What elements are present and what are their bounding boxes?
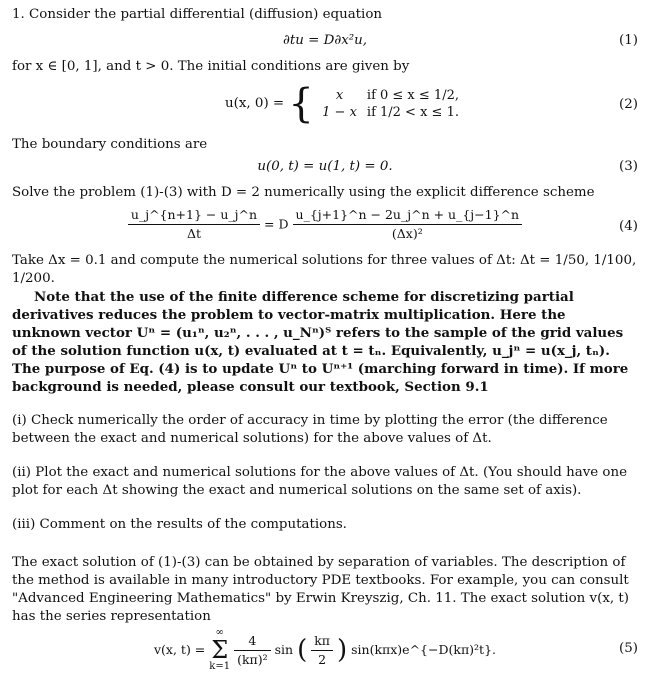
eq1-number: (1)	[619, 33, 638, 48]
eq5-lhs: v(x, t) =	[153, 642, 206, 657]
eq5-sin-argument	[311, 632, 333, 669]
paren-open-glyph: (	[297, 635, 308, 665]
exact-solution-text: The exact solution of (1)-(3) can be obtained by separation of variables. The description of the method is available in many introductory PDE textbooks. For example, you can consult "Advanced Engineering Mathematics" by Erwin Kreyszig, Ch. 11. The exact solution v(x, t) has the series representation	[12, 555, 630, 624]
part-iii: (iii) Comment on the results of the computations.	[12, 517, 347, 532]
eq5-tail: sin(kπx)e^{−D(kπ)²t}.	[351, 642, 497, 657]
equation-1	[12, 32, 638, 58]
eq2-case2-expr: 1 − x	[322, 105, 357, 120]
sum-upper-limit: ∞	[215, 627, 224, 638]
bc-text: The boundary conditions are	[12, 137, 208, 152]
eq4-number: (4)	[619, 219, 638, 234]
eq3-number: (3)	[619, 159, 638, 174]
note-text: Note that the use of the finite difference scheme for discretizing partial derivatives reduces the problem to vector-matrix multiplication. Here the unknown vector Uⁿ = (u₁ⁿ, u₂ⁿ, . . . , u_Nⁿ)ᵀ refers to the sample of the grid values of the solution function u(x, t) evaluated at t = tₙ. Equivalently, u_jⁿ = u(x_j, tₙ). The purpose of Eq. (4) is to update Uⁿ to Uⁿ⁺¹ (marching forward in time). If more background is needed, please consult our textbook, Section 9.1	[12, 289, 629, 395]
eq5-sin-arg-denominator: 2	[318, 651, 327, 667]
eq2-case2-cond: if 1/2 < x ≤ 1.	[366, 105, 459, 120]
eq5-coef-denominator: (kπ)²	[237, 651, 268, 667]
eq4-rhs-fraction	[293, 206, 523, 243]
take-text: Take Δx = 0.1 and compute the numerical solutions for three values of Δt: Δt = 1/50, 1/100, 1/200.	[12, 253, 637, 286]
problem-intro: 1. Consider the partial differential (diffusion) equation	[12, 7, 383, 22]
equation-4	[12, 206, 638, 250]
document-page	[12, 6, 638, 674]
eq4-rhs-denominator: (Δx)²	[391, 226, 423, 241]
part-i: (i) Check numerically the order of accuracy in time by plotting the error (the difference between the exact and numerical solutions) for the above values of Δt.	[12, 413, 608, 446]
eq4-mid: = D	[264, 216, 289, 232]
eq2-number: (2)	[619, 97, 638, 112]
summation-sign	[209, 628, 230, 672]
sigma-glyph: Σ	[211, 636, 229, 664]
equation-3	[12, 158, 638, 184]
eq5-sin-arg-numerator: kπ	[311, 632, 333, 651]
eq2-case1-expr: x	[335, 88, 344, 103]
eq5-number: (5)	[619, 641, 638, 656]
paren-close-glyph: )	[336, 635, 348, 665]
part-ii: (ii) Plot the exact and numerical solutions for the above values of Δt. (You should have one plot for each Δt showing the exact and numerical solutions on the same set of axis).	[12, 465, 628, 498]
sum-lower-limit: k=1	[209, 661, 231, 672]
eq2-cases	[318, 87, 465, 121]
eq5-coefficient	[234, 632, 271, 669]
eq2-case1-cond: if 0 ≤ x ≤ 1/2,	[366, 88, 459, 103]
eq5-coef-numerator: 4	[234, 632, 271, 651]
eq4-lhs-fraction	[128, 206, 260, 243]
left-brace-glyph: {	[288, 81, 314, 127]
domain-text: for x ∈ [0, 1], and t > 0. The initial conditions are given by	[12, 59, 410, 74]
equation-5: v(x, t) = ∞ Σ k=1 $\frac{4}{\text{(kπ)²}}$ sin ( $\frac{k\pi}{2}$ ) sin(kπx)e^{−D(kπ)²t}. (5)	[153, 627, 638, 672]
eq4-lhs-denominator: Δt	[186, 226, 202, 241]
eq2-lhs: u(x, 0) =	[225, 96, 285, 111]
eq1-text: ∂tu = D∂x²u,	[282, 33, 368, 48]
solve-text: Solve the problem (1)-(3) with D = 2 numerically using the explicit difference scheme	[12, 185, 595, 200]
equation-2	[12, 82, 638, 132]
eq4-rhs-numerator: u_{j+1}^n − 2u_j^n + u_{j−1}^n	[293, 206, 523, 225]
eq3-text: u(0, t) = u(1, t) = 0.	[257, 159, 393, 174]
eq4-lhs-numerator: u_j^{n+1} − u_j^n	[128, 206, 260, 225]
